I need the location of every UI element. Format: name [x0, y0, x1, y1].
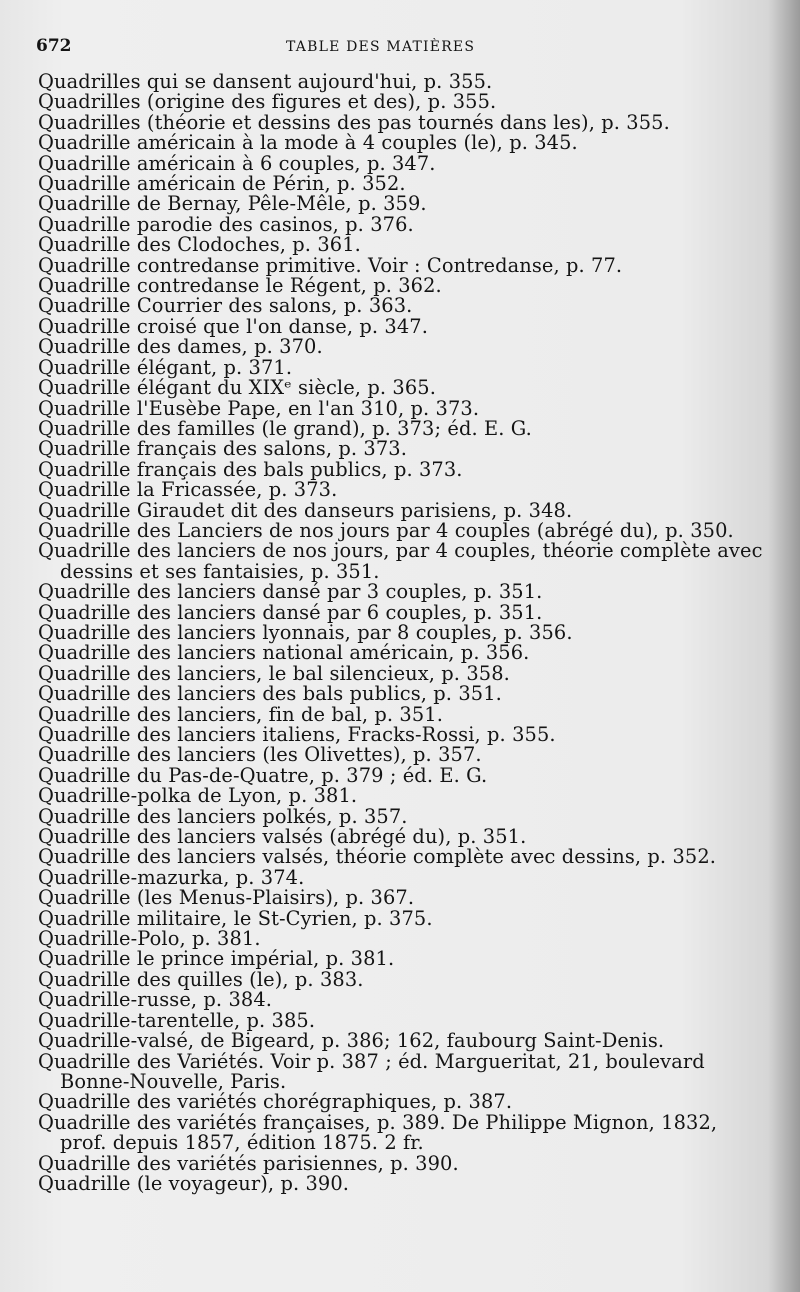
index-entry — [38, 194, 768, 214]
index-entry-text: Quadrille des variétés françaises, p. 389. De Philippe Mignon, 1832, — [38, 1110, 718, 1134]
index-entry-list — [38, 72, 768, 1194]
index-entry-text: Quadrille des lanciers valsés, théorie complète avec dessins, p. 352. — [38, 845, 717, 869]
index-entry — [38, 702, 768, 726]
index-entry — [38, 1110, 768, 1155]
index-entry-text: Quadrille des lanciers dansé par 3 couples, p. 351. — [38, 580, 543, 604]
index-entry-text: Quadrille américain à 6 couples, p. 347. — [38, 151, 436, 175]
index-entry-text: Quadrilles qui se dansent aujourd'hui, p. 355. — [38, 70, 493, 93]
index-entry — [38, 498, 768, 522]
index-entry — [38, 541, 768, 582]
index-entry — [38, 151, 768, 175]
index-entry-text: Quadrille des lanciers national américain, p. 356. — [38, 641, 530, 665]
index-entry-text: Quadrille de Bernay, Pêle-Mêle, p. 359. — [38, 192, 427, 216]
index-entry-text: Quadrille des lanciers de nos jours, par 4 couples, théorie complète avec — [38, 539, 763, 563]
index-entry — [38, 582, 768, 602]
index-entry — [38, 804, 768, 828]
index-entry — [38, 439, 768, 459]
index-entry-text: Quadrille des lanciers, le bal silencieux, p. 358. — [38, 661, 510, 685]
index-entry — [38, 253, 768, 277]
index-entry-text: Quadrille des quilles (le), p. 383. — [38, 967, 364, 991]
index-entry — [38, 133, 768, 153]
index-entry — [38, 378, 768, 398]
index-entry-text: Quadrilles (théorie et dessins des pas tournés dans les), p. 355. — [38, 110, 670, 134]
index-entry — [38, 786, 768, 806]
running-title: TABLE DES MATIÈRES — [286, 39, 476, 55]
index-entry — [38, 865, 768, 889]
index-entry-text: Quadrille des lanciers des bals publics, p. 351. — [38, 682, 502, 706]
index-entry — [38, 337, 768, 357]
index-entry-text: Quadrille américain de Périn, p. 352. — [38, 172, 406, 196]
index-entry — [38, 827, 768, 847]
index-entry-text: Quadrille élégant du XIXᵉ siècle, p. 365. — [38, 376, 436, 400]
index-entry-text: Quadrille la Fricassée, p. 373. — [38, 478, 338, 502]
index-entry-text: Quadrille contredanse le Régent, p. 362. — [38, 274, 442, 298]
index-entry-text: Quadrille-polka de Lyon, p. 381. — [38, 784, 358, 808]
index-entry-text: Quadrille des Clodoches, p. 361. — [38, 233, 361, 257]
index-entry — [38, 725, 768, 745]
index-entry — [38, 110, 768, 134]
index-entry — [38, 1008, 768, 1032]
index-entry — [38, 600, 768, 624]
index-entry — [38, 1049, 768, 1093]
index-entry-text: Quadrille-russe, p. 384. — [38, 988, 273, 1012]
index-entry-continuation: prof. depuis 1857, édition 1875. 2 fr. — [60, 1131, 424, 1155]
index-entry — [38, 949, 768, 969]
index-entry-text: Quadrille Giraudet dit des danseurs parisiens, p. 348. — [38, 498, 573, 522]
index-entry — [38, 1031, 768, 1051]
index-entry-continuation: dessins et ses fantaisies, p. 351. — [60, 559, 380, 583]
index-entry-text: Quadrille français des salons, p. 373. — [38, 437, 407, 461]
index-entry — [38, 967, 768, 991]
index-entry — [38, 457, 768, 481]
index-entry-text: Quadrille-Polo, p. 381. — [38, 927, 261, 951]
index-entry — [38, 235, 768, 255]
index-entry — [38, 276, 768, 296]
index-entry-text: Quadrille militaire, le St-Cyrien, p. 375. — [38, 906, 433, 930]
index-entry-text: Quadrille des Variétés. Voir p. 387 ; éd. Margueritat, 21, boulevard — [38, 1049, 705, 1073]
index-entry-text: Quadrille des lanciers (les Olivettes), p. 357. — [38, 743, 482, 767]
index-entry — [38, 1092, 768, 1112]
index-entry-text: Quadrilles (origine des figures et des), p. 355. — [38, 90, 497, 114]
index-entry — [38, 745, 768, 765]
index-entry-text: Quadrille contredanse primitive. Voir : Contredanse, p. 77. — [38, 253, 623, 277]
index-entry — [38, 296, 768, 316]
index-entry-text: Quadrille-valsé, de Bigeard, p. 386; 162, faubourg Saint-Denis. — [38, 1029, 665, 1053]
index-entry — [38, 620, 768, 644]
index-entry-text: Quadrille des dames, p. 370. — [38, 335, 323, 359]
index-entry — [38, 396, 768, 420]
index-entry-text: Quadrille (le voyageur), p. 390. — [38, 1171, 350, 1195]
index-entry — [38, 763, 768, 787]
index-entry — [38, 72, 768, 92]
index-entry-text: Quadrille des lanciers dansé par 6 couples, p. 351. — [38, 600, 543, 624]
index-entry-text: Quadrille-mazurka, p. 374. — [38, 865, 305, 889]
index-entry — [38, 888, 768, 908]
index-entry-continuation: Bonne-Nouvelle, Paris. — [60, 1069, 287, 1093]
index-entry-text: Quadrille croisé que l'on danse, p. 347. — [38, 314, 428, 338]
index-entry — [38, 643, 768, 663]
index-entry — [38, 929, 768, 949]
index-entry-text: Quadrille américain à la mode à 4 couples (le), p. 345. — [38, 131, 578, 155]
index-entry — [38, 684, 768, 704]
index-entry-text: Quadrille des variétés chorégraphiques, p. 387. — [38, 1090, 513, 1114]
index-entry-text: Quadrille élégant, p. 371. — [38, 355, 293, 379]
index-entry — [38, 92, 768, 112]
index-entry-text: Quadrille le prince impérial, p. 381. — [38, 947, 395, 971]
index-entry — [38, 518, 768, 542]
index-entry — [38, 1151, 768, 1175]
index-entry-text: Quadrille des lanciers lyonnais, par 8 couples, p. 356. — [38, 620, 573, 644]
index-entry — [38, 990, 768, 1010]
index-entry-text: Quadrille des lanciers italiens, Fracks-Rossi, p. 355. — [38, 723, 556, 746]
index-entry-text: Quadrille l'Eusèbe Pape, en l'an 310, p. 373. — [38, 396, 480, 420]
index-entry-text: Quadrille des lanciers polkés, p. 357. — [38, 804, 408, 828]
index-entry — [38, 355, 768, 379]
index-entry-text: Quadrille des lanciers, fin de bal, p. 351. — [38, 702, 444, 726]
index-entry — [38, 847, 768, 867]
index-entry-text: Quadrille des familles (le grand), p. 373; éd. E. G. — [38, 416, 532, 440]
index-entry-text: Quadrille du Pas-de-Quatre, p. 379 ; éd. E. G. — [38, 763, 488, 787]
index-entry-text: Quadrille (les Menus-Plaisirs), p. 367. — [38, 886, 415, 910]
index-entry-text: Quadrille parodie des casinos, p. 376. — [38, 212, 414, 236]
index-entry — [38, 661, 768, 685]
index-entry-text: Quadrille des lanciers valsés (abrégé du), p. 351. — [38, 825, 527, 849]
index-entry — [38, 1171, 768, 1195]
index-entry — [38, 212, 768, 236]
page-number: 672 — [36, 36, 72, 56]
index-entry-text: Quadrille des variétés parisiennes, p. 390. — [38, 1151, 459, 1175]
index-entry — [38, 906, 768, 930]
page-header — [36, 36, 740, 56]
index-entry-text: Quadrille français des bals publics, p. 373. — [38, 457, 463, 481]
index-entry-text: Quadrille des Lanciers de nos jours par 4 couples (abrégé du), p. 350. — [38, 518, 734, 542]
index-entry — [38, 174, 768, 194]
index-entry — [38, 416, 768, 440]
index-entry-text: Quadrille Courrier des salons, p. 363. — [38, 294, 413, 318]
index-entry-text: Quadrille-tarentelle, p. 385. — [38, 1008, 316, 1032]
index-entry — [38, 480, 768, 500]
index-entry — [38, 314, 768, 338]
